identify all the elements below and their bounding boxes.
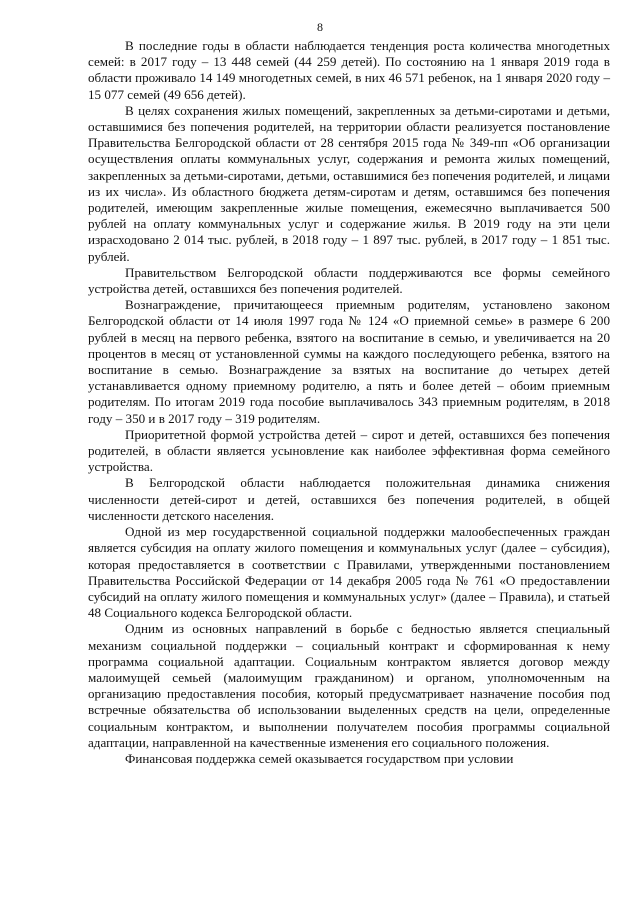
page-number: 8 (317, 20, 323, 34)
paragraph-adoption-priority: Приоритетной формой устройства детей – сирот и детей, оставшихся без попечения родителей, в области является усыновление как наиболее эффективная форма семейного устройства. (88, 426, 610, 475)
paragraph-financial-support: Финансовая поддержка семей оказывается государством при условии (125, 750, 514, 766)
paragraph-orphan-housing: В целях сохранения жилых помещений, закрепленных за детьми-сиротами и детьми, оставшимися без попечения родителей, на территории области реализуется постановление Правительства Белгородской области от 28 сентября 2015 года № 349-пп «Об организации осуществления оплаты коммунальных услуг, содержания и ремонта жилых помещений, закрепленных за детьми-сиротами, детьми, оставшимися без попечения родителей, и лицами из их числа». Из областного бюджета детям-сиротам и детям, оставшимся без попечения родителей, имеющим закрепленные жилые помещения, ежемесячно выплачивается 500 рублей на оплату коммунальных услуг и содержание жилья. В 2019 году на эти цели израсходовано 2 014 тыс. рублей, в 2018 году – 1 897 тыс. рублей, в 2017 году – 1 851 тыс. рублей. (88, 102, 610, 264)
paragraph-family-placement: Правительством Белгородской области поддерживаются все формы семейного устройства детей, оставшихся без попечения родителей. (88, 264, 610, 297)
paragraph-housing-subsidy: Одной из мер государственной социальной поддержки малообеспеченных граждан является субсидия на оплату жилого помещения и коммунальных услуг (далее – субсидия), которая предоставляется в соответствии с Правилами, утвержденными постановлением Правительства Российской Федерации от 14 декабря 2005 года № 761 «О предоставлении субсидий на оплату жилого помещения и коммунальных услуг» (далее – Правила), и статьей 48 Социального кодекса Белгородской области. (88, 524, 610, 621)
paragraph-large-families: В последние годы в области наблюдается тенденция роста количества многодетных семей: в 2017 году – 13 448 семей (44 259 детей). По состоянию на 1 января 2019 года в области проживало 14 149 многодетных семей, в них 46 571 ребенок, на 1 января 2020 году – 15 077 семей (49 656 детей). (88, 38, 610, 102)
paragraph-orphan-dynamics: В Белгородской области наблюдается положительная динамика снижения численности детей-сирот и детей, оставшихся без попечения родителей, в общей численности детского населения. (88, 475, 610, 523)
document-body (88, 38, 610, 767)
paragraph-foster-remuneration: Вознаграждение, причитающееся приемным родителям, установлено законом Белгородской области от 14 июля 1997 года № 124 «О приемной семье» в размере 6 200 рублей в месяц на первого ребенка, взятого на воспитание в семью, и увеличивается на 20 процентов в месяц от установленной суммы на каждого последующего ребенка, взятого на воспитание в семью. Вознаграждение за взятых на воспитание до четырех детей устанавливается одному приемному родителю, а пять и более детей – обоим приемным родителям. По итогам 2019 года пособие выплачивалось 343 приемным родителям, в 2018 году – 350 и в 2017 году – 319 родителям. (88, 297, 610, 426)
paragraph-social-contract: Одним из основных направлений в борьбе с бедностью является специальный механизм социальной поддержки – социальный контракт и сформированная к нему программа социальной адаптации. Социальным контрактом является договор между малоимущей семьей (малоимущим гражданином) и органом, уполномоченным на организацию предоставления пособия, который предусматривает назначение пособия под встречные обязательства об использовании выделенных средств на цели, определенные социальным контрактом, и выполнении получателем пособия программы социальной адаптации, направленной на качественные изменения его социального положения. (88, 621, 610, 750)
